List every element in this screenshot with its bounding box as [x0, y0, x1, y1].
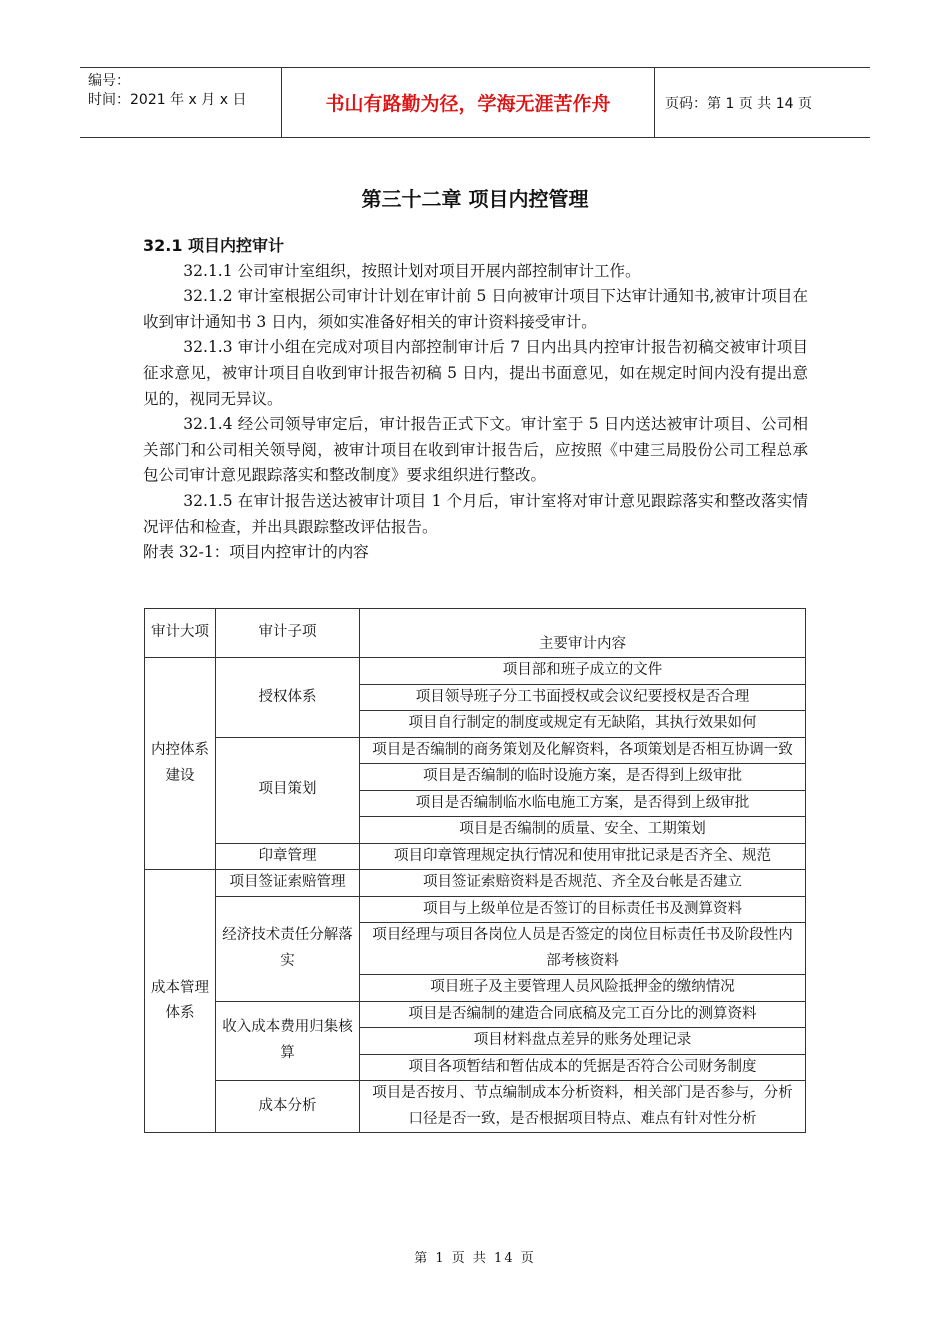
table-caption: 附表 32-1：项目内控审计的内容: [143, 543, 369, 562]
content-cell: 项目材料盘点差异的账务处理记录: [360, 1028, 806, 1055]
audit-content-table: [144, 608, 806, 1133]
header-cell-category: 审计大项: [145, 609, 216, 658]
page-footer: 第 1 页 共 14 页: [414, 1251, 536, 1266]
content-cell: 项目与上级单位是否签订的目标责任书及测算资料: [360, 896, 806, 923]
paragraph: 32.1.1 公司审计室组织，按照计划对项目开展内部控制审计工作。: [183, 261, 641, 280]
table-row: [145, 896, 806, 923]
page-header: [80, 67, 870, 138]
table-header-row: [145, 609, 806, 658]
subitem-cell: 成本分析: [216, 1081, 360, 1133]
header-motto: 书山有路勤为径，学海无涯苦作舟: [282, 68, 655, 137]
content-cell: 项目经理与项目各岗位人员是否签定的岗位目标责任书及阶段性内部考核资料: [360, 923, 806, 975]
subitem-cell: 授权体系: [216, 658, 360, 738]
chapter-title: 第三十二章 项目内控管理: [361, 187, 589, 211]
subitem-cell: 收入成本费用归集核算: [216, 1001, 360, 1081]
table-row: [145, 1001, 806, 1028]
content-cell: 项目各项暂结和暂估成本的凭据是否符合公司财务制度: [360, 1054, 806, 1081]
header-page-number: 页码：第 1 页 共 14 页: [665, 95, 812, 112]
content-cell: 项目签证索赔资料是否规范、齐全及台帐是否建立: [360, 870, 806, 897]
subitem-cell: 经济技术责任分解落实: [216, 896, 360, 1001]
content-cell: 项目班子及主要管理人员风险抵押金的缴纳情况: [360, 975, 806, 1002]
content-cell: 项目是否编制的质量、安全、工期策划: [360, 817, 806, 844]
doc-time-label: 时间：2021 年 x 月 x 日: [88, 92, 247, 108]
content-cell: 项目是否按月、节点编制成本分析资料，相关部门是否参与，分析口径是否一致，是否根据项目特点、难点有针对性分析: [360, 1081, 806, 1133]
content-cell: 项目领导班子分工书面授权或会议纪要授权是否合理: [360, 684, 806, 711]
doc-number-label: 编号：: [88, 73, 130, 89]
category-cell: 内控体系建设: [145, 658, 216, 870]
paragraph: 32.1.3 审计小组在完成对项目内部控制审计后 7 日内出具内控审计报告初稿交被审计项目征求意见，被审计项目自收到审计报告初稿 5 日内，提出书面意见，如在规定时间内没有提出意见的，视同无异议。: [143, 338, 808, 408]
paragraph: 32.1.2 审计室根据公司审计计划在审计前 5 日向被审计项目下达审计通知书,被审计项目在收到审计通知书 3 日内，须如实准备好相关的审计资料接受审计。: [143, 287, 808, 331]
table-row: [145, 1081, 806, 1133]
table-row: [145, 870, 806, 897]
content-cell: 项目是否编制的商务策划及化解资料，各项策划是否相互协调一致: [360, 737, 806, 764]
content-cell: 项目是否编制的建造合同底稿及完工百分比的测算资料: [360, 1001, 806, 1028]
content-cell: 项目印章管理规定执行情况和使用审批记录是否齐全、规范: [360, 843, 806, 870]
content-cell: 项目是否编制的临时设施方案，是否得到上级审批: [360, 764, 806, 791]
subitem-cell: 项目签证索赔管理: [216, 870, 360, 897]
category-cell: 成本管理体系: [145, 870, 216, 1133]
subitem-cell: 项目策划: [216, 737, 360, 843]
table-row: [145, 658, 806, 685]
content-cell: 项目部和班子成立的文件: [360, 658, 806, 685]
paragraph: 32.1.4 经公司领导审定后，审计报告正式下文。审计室于 5 日内送达被审计项目、公司相关部门和公司相关领导阅，被审计项目在收到审计报告后，应按照《中建三局股份公司工程总承包公司审计意见跟踪落实和整改制度》要求组织进行整改。: [143, 415, 808, 485]
header-meta: [80, 68, 282, 137]
table-row: [145, 843, 806, 870]
content-cell: 项目自行制定的制度或规定有无缺陷，其执行效果如何: [360, 711, 806, 738]
header-cell-subitem: 审计子项: [216, 609, 360, 658]
section-content: [143, 233, 808, 566]
table-row: [145, 737, 806, 764]
subitem-cell: 印章管理: [216, 843, 360, 870]
paragraph: 32.1.5 在审计报告送达被审计项目 1 个月后，审计室将对审计意见跟踪落实和整改落实情况评估和检查，并出具跟踪整改评估报告。: [143, 491, 808, 536]
section-heading: 32.1 项目内控审计: [143, 236, 285, 255]
header-cell-content: 主要审计内容: [360, 609, 806, 658]
content-cell: 项目是否编制临水临电施工方案，是否得到上级审批: [360, 790, 806, 817]
